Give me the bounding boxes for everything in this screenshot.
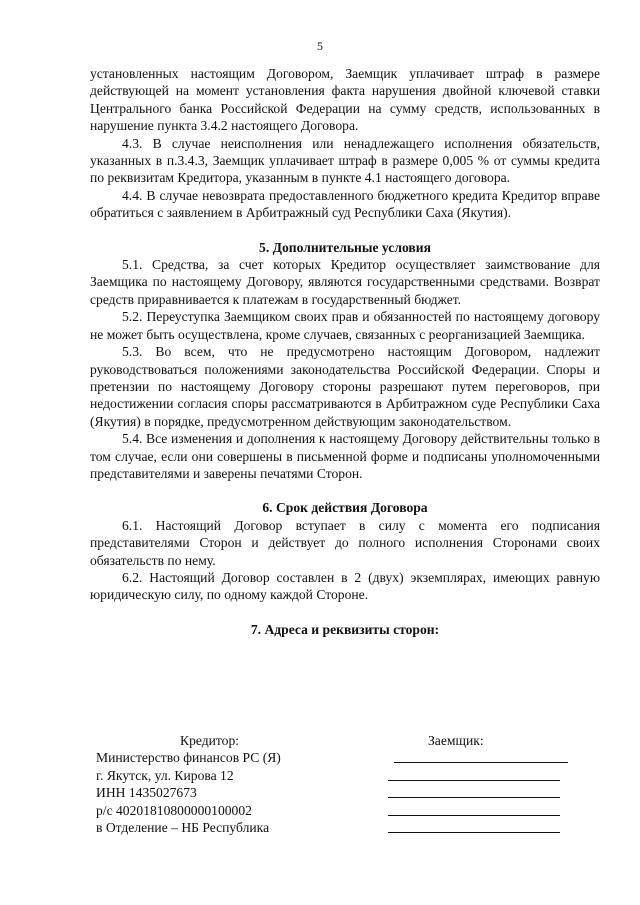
borrower-blank-line: [388, 815, 560, 816]
paragraph-5-1: 5.1. Средства, за счет которых Кредитор осуществляет заимствование для Заемщика по настоящему Договору, являются государственными средствами. Возврат средств приравнивается к платежам в государственный бюджет.: [90, 257, 600, 307]
paragraph-4-3: 4.3. В случае неисполнения или ненадлежащего исполнения обязательств, указанных в п.3.4.3, Заемщик уплачивает штраф в размере 0,005 % от суммы кредита по реквизитам Кредитора, указанным в пункте 4.1 настоящего договора.: [90, 135, 600, 186]
creditor-heading: Кредитор:: [180, 733, 240, 748]
creditor-bank: в Отделение – НБ Республика: [96, 819, 270, 835]
paragraph-4-2-continuation: установленных настоящим Договором, Заемщик уплачивает штраф в размере действующей на момент установления факта нарушения двойной ключевой ставки Центрального банка Российской Федерации на сумму средств, использованных в нарушение пункта 3.4.2 настоящего Договора.: [90, 66, 600, 134]
paragraph-5-4: 5.4. Все изменения и дополнения к настоящему Договору действительны только в том случае, если они совершены в письменной форме и подписаны уполномоченными представителями и заверены печатями Сторон.: [90, 431, 600, 481]
borrower-blank-line: [388, 797, 560, 798]
creditor-name: Министерство финансов РС (Я): [96, 750, 281, 766]
creditor-address: г. Якутск, ул. Кирова 12: [96, 767, 234, 783]
paragraph-5-3: 5.3. Во всем, что не предусмотрено настоящим Договором, надлежит руководствоваться положениями законодательства Российской Федерации. Споры и претензии по настоящему Договору стороны разрешают путем переговоров, при недостижении согласия споры рассматриваются в Арбитражном суде Республики Саха (Якутия) в порядке, предусмотренном действующим законодательством.: [90, 344, 600, 429]
borrower-blank-line: [388, 832, 560, 833]
document-body: [90, 65, 600, 638]
paragraph-6-2: 6.2. Настоящий Договор составлен в 2 (двух) экземплярах, имеющих равную юридическую силу, по одному каждой Стороне.: [90, 569, 600, 603]
creditor-account: р/с 40201810800000100002: [96, 802, 252, 818]
section-6-heading: 6. Срок действия Договора: [262, 500, 428, 516]
borrower-heading: Заемщик:: [428, 733, 484, 748]
requisites-block: [96, 732, 600, 836]
borrower-blank-line: [388, 780, 560, 781]
section-7-heading: 7. Адреса и реквизиты сторон:: [250, 621, 440, 637]
borrower-blank-line: [394, 762, 568, 763]
paragraph-4-4: 4.4. В случае невозврата предоставленного бюджетного кредита Кредитор вправе обратиться с заявлением в Арбитражный суд Республики Саха (Якутия).: [90, 187, 600, 221]
section-5-heading: 5. Дополнительные условия: [259, 239, 431, 255]
creditor-inn: ИНН 1435027673: [96, 785, 197, 801]
page-number: 5: [317, 39, 323, 53]
paragraph-5-2: 5.2. Переуступка Заемщиком своих прав и обязанностей по настоящему договору не может быть осуществлена, кроме случаев, связанных с реорганизацией Заемщика.: [90, 309, 600, 342]
paragraph-6-1: 6.1. Настоящий Договор вступает в силу с момента его подписания представителями Сторон и действует до полного исполнения Сторонами своих обязательств по нему.: [90, 517, 600, 568]
